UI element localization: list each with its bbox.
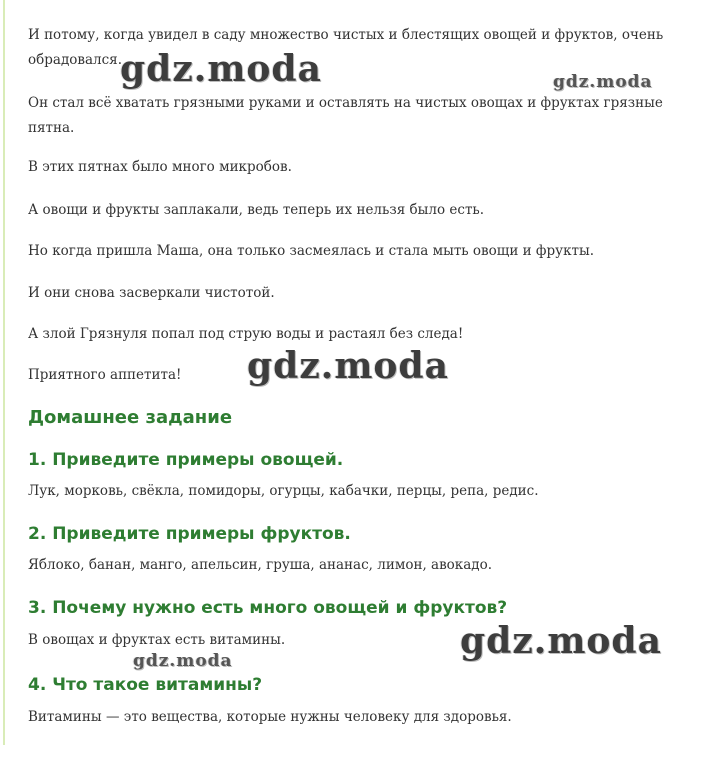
- question-1: 1. Приведите примеры овощей.: [28, 450, 344, 470]
- story-paragraph-4: А овощи и фрукты заплакали, ведь теперь их нельзя было есть.: [28, 202, 485, 218]
- answer-1: Лук, морковь, свёкла, помидоры, огурцы, кабачки, перцы, репа, редис.: [28, 483, 539, 499]
- story-paragraph-8: Приятного аппетита!: [28, 367, 182, 383]
- question-2: 2. Приведите примеры фруктов.: [28, 524, 351, 544]
- story-paragraph-3: В этих пятнах было много микробов.: [28, 159, 292, 175]
- story-paragraph-7: А злой Грязнуля попал под струю воды и растаял без следа!: [28, 326, 464, 342]
- story-paragraph-5: Но когда пришла Маша, она только засмеялась и стала мыть овощи и фрукты.: [28, 243, 595, 259]
- question-4: 4. Что такое витамины?: [28, 675, 263, 695]
- watermark-logo: gdz.moda: [120, 48, 322, 90]
- answer-3: В овощах и фруктах есть витамины.: [28, 632, 286, 648]
- watermark-logo: gdz.moda: [460, 620, 662, 662]
- watermark-logo: gdz.moda: [133, 651, 233, 671]
- answer-4: Витамины — это вещества, которые нужны человеку для здоровья.: [28, 709, 512, 725]
- story-paragraph-6: И они снова засверкали чистотой.: [28, 285, 275, 301]
- story-paragraph-2: Он стал всё хватать грязными руками и оставлять на чистых овощах и фруктах грязные пятна.: [28, 95, 663, 136]
- story-paragraph-1: И потому, когда увидел в саду множество чистых и блестящих овощей и фруктов, очень обрадовался.: [28, 27, 664, 68]
- watermark-logo: gdz.moda: [553, 72, 653, 92]
- answer-2: Яблоко, банан, манго, апельсин, груша, ананас, лимон, авокадо.: [28, 557, 493, 573]
- watermark-logo: gdz.moda: [247, 345, 449, 387]
- question-3: 3. Почему нужно есть много овощей и фруктов?: [28, 598, 508, 618]
- homework-title: Домашнее задание: [28, 407, 233, 428]
